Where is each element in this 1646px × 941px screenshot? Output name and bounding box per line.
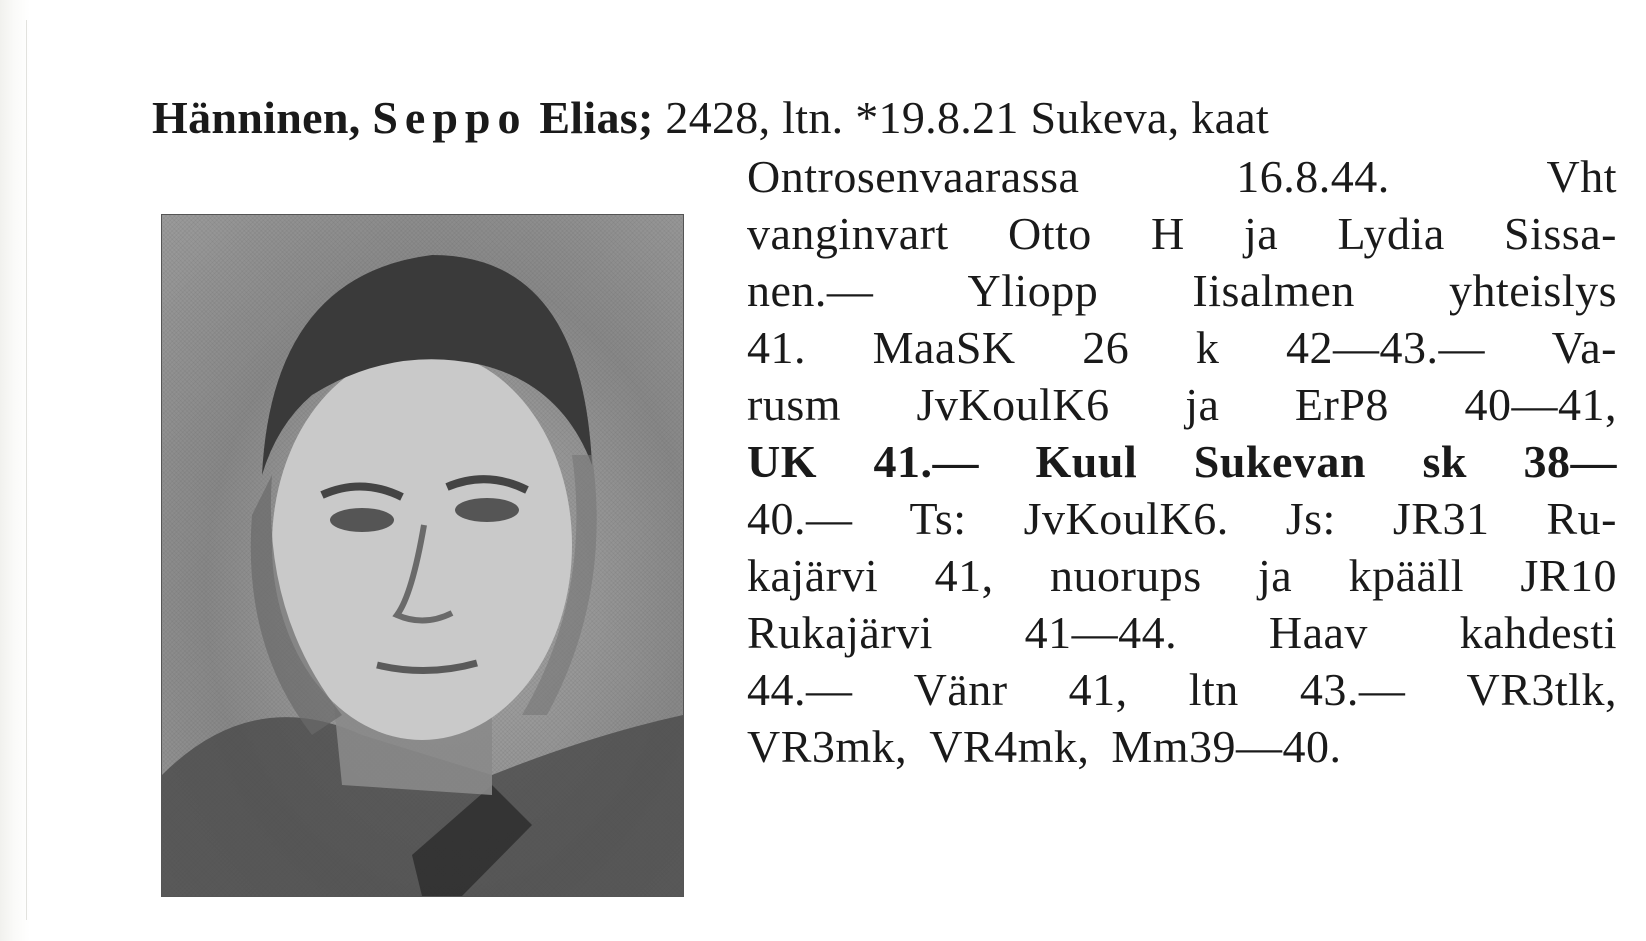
- text-line: [747, 661, 1617, 718]
- text-line: [747, 262, 1617, 319]
- text-word: kajärvi: [747, 550, 879, 601]
- text-word: VR3tlk,: [1466, 664, 1617, 715]
- text-word: rusm: [747, 379, 841, 430]
- text-word: 41—44.: [1024, 607, 1178, 658]
- text-word: Kuul: [1035, 436, 1138, 487]
- text-word: Ts:: [909, 493, 967, 544]
- text-line: [747, 205, 1617, 262]
- text-word: 40.—: [747, 493, 853, 544]
- text-word: Ru-: [1546, 493, 1617, 544]
- text-word: Iisalmen: [1192, 265, 1355, 316]
- biography-text: [747, 148, 1617, 775]
- text-word: 41.—: [873, 436, 979, 487]
- text-word: 40—41,: [1464, 379, 1617, 430]
- text-word: 41,: [934, 550, 994, 601]
- text-word: ltn: [1188, 664, 1239, 715]
- text-word: JR31: [1392, 493, 1490, 544]
- text-word: UK: [747, 436, 817, 487]
- first-name: Seppo: [372, 92, 528, 143]
- text-word: Lydia: [1337, 208, 1445, 259]
- text-word: Va-: [1551, 322, 1617, 373]
- text-word: ErP8: [1294, 379, 1389, 430]
- text-word: ja: [1185, 379, 1220, 430]
- text-word: 42—43.—: [1285, 322, 1485, 373]
- text-word: Sissa-: [1504, 208, 1617, 259]
- text-word: nen.—: [747, 265, 874, 316]
- text-word: JvKoulK6: [916, 379, 1110, 430]
- text-word: Vht: [1546, 151, 1617, 202]
- entry-heading: [152, 88, 1269, 148]
- text-word: k: [1195, 322, 1220, 373]
- middle-name: Elias;: [539, 92, 654, 143]
- text-word: Yliopp: [967, 265, 1099, 316]
- text-line: [747, 718, 1617, 775]
- text-word: 44.—: [747, 664, 853, 715]
- text-line: [747, 433, 1617, 490]
- text-word: VR4mk,: [929, 721, 1090, 772]
- page-edge: [0, 0, 30, 941]
- text-word: Ontrosenvaarassa: [747, 151, 1080, 202]
- text-word: Sukevan: [1193, 436, 1366, 487]
- text-line: [747, 547, 1617, 604]
- text-word: Vänr: [913, 664, 1008, 715]
- text-word: Otto: [1007, 208, 1092, 259]
- text-word: kpääll: [1348, 550, 1464, 601]
- text-line: [747, 376, 1617, 433]
- heading-details: 2428, ltn. *19.8.21 Sukeva, kaat: [665, 92, 1270, 143]
- text-line: [747, 148, 1617, 205]
- text-word: Rukajärvi: [747, 607, 933, 658]
- text-word: H: [1151, 208, 1185, 259]
- text-word: VR3mk,: [747, 721, 908, 772]
- text-word: yhteislys: [1448, 265, 1617, 316]
- text-word: JvKoulK6.: [1023, 493, 1229, 544]
- surname: Hänninen,: [152, 92, 361, 143]
- text-word: 41.: [747, 322, 806, 373]
- text-word: JR10: [1520, 550, 1617, 601]
- text-word: 43.—: [1299, 664, 1406, 715]
- text-word: Js:: [1285, 493, 1336, 544]
- text-word: kahdesti: [1459, 607, 1617, 658]
- portrait-photo: [161, 214, 684, 897]
- text-word: vanginvart: [747, 208, 949, 259]
- text-line: [747, 490, 1617, 547]
- text-word: 16.8.44.: [1236, 151, 1390, 202]
- text-line: [747, 319, 1617, 376]
- text-word: Mm39—40.: [1111, 721, 1342, 772]
- text-word: MaaSK: [872, 322, 1016, 373]
- text-word: sk: [1422, 436, 1467, 487]
- text-word: ja: [1258, 550, 1293, 601]
- text-line: [747, 604, 1617, 661]
- text-word: 26: [1082, 322, 1130, 373]
- text-word: 41,: [1068, 664, 1128, 715]
- text-word: Haav: [1268, 607, 1368, 658]
- text-word: nuorups: [1049, 550, 1202, 601]
- text-word: 38—: [1523, 436, 1617, 487]
- text-word: ja: [1244, 208, 1279, 259]
